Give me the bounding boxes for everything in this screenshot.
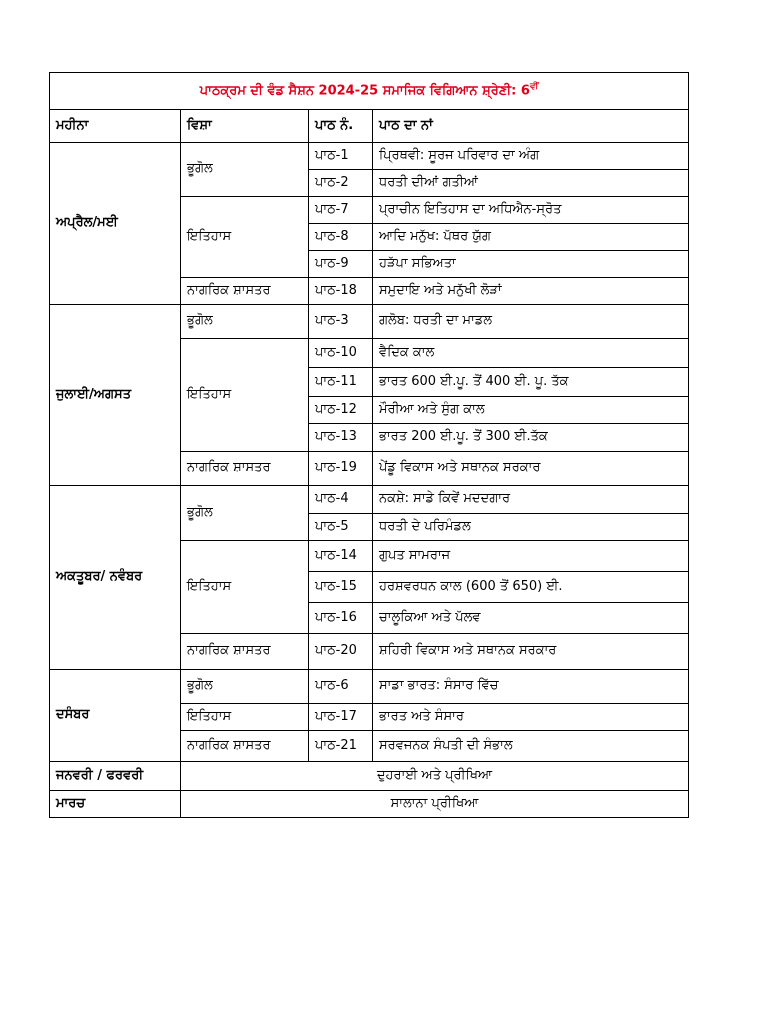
lesson-number: ਪਾਠ-1 — [309, 143, 373, 170]
lesson-name: ਸਰਵਜਨਕ ਸੰਪਤੀ ਦੀ ਸੰਭਾਲ — [373, 731, 689, 762]
header-subject: ਵਿਸ਼ਾ — [181, 110, 309, 143]
lesson-name: ਧਰਤੀ ਦੇ ਪਰਿਮੰਡਲ — [373, 514, 689, 541]
subject-cell: ਨਾਗਰਿਕ ਸ਼ਾਸਤਰ — [181, 452, 309, 486]
lesson-number: ਪਾਠ-18 — [309, 278, 373, 305]
lesson-number: ਪਾਠ-7 — [309, 197, 373, 224]
header-lesson-name: ਪਾਠ ਦਾ ਨਾਂ — [373, 110, 689, 143]
header-lesson-no: ਪਾਠ ਨੰ. — [309, 110, 373, 143]
lesson-name: ਗੁਪਤ ਸਾਮਰਾਜ — [373, 541, 689, 572]
lesson-number: ਪਾਠ-14 — [309, 541, 373, 572]
table-row — [50, 762, 689, 791]
table-row — [50, 670, 689, 704]
lesson-number: ਪਾਠ-3 — [309, 305, 373, 339]
lesson-number: ਪਾਠ-21 — [309, 731, 373, 762]
syllabus-table — [49, 72, 689, 818]
revision-cell: ਦੁਹਰਾਈ ਅਤੇ ਪ੍ਰੀਖਿਆ — [181, 762, 689, 791]
lesson-number: ਪਾਠ-17 — [309, 704, 373, 731]
month-october-november: ਅਕਤੂਬਰ/ ਨਵੰਬਰ — [50, 486, 181, 670]
lesson-number: ਪਾਠ-8 — [309, 224, 373, 251]
lesson-number: ਪਾਠ-11 — [309, 368, 373, 397]
subject-cell: ਨਾਗਰਿਕ ਸ਼ਾਸਤਰ — [181, 278, 309, 305]
lesson-number: ਪਾਠ-13 — [309, 424, 373, 452]
subject-cell: ਇਤਿਹਾਸ — [181, 339, 309, 452]
lesson-name: ਨਕਸ਼ੇ: ਸਾਡੇ ਕਿਵੇਂ ਮਦਦਗਾਰ — [373, 486, 689, 514]
lesson-name: ਪ੍ਰਿਥਵੀ: ਸੂਰਜ ਪਰਿਵਾਰ ਦਾ ਅੰਗ — [373, 143, 689, 170]
subject-cell: ਇਤਿਹਾਸ — [181, 541, 309, 634]
lesson-number: ਪਾਠ-15 — [309, 572, 373, 603]
lesson-number: ਪਾਠ-20 — [309, 634, 373, 670]
lesson-number: ਪਾਠ-2 — [309, 170, 373, 197]
lesson-name: ਚਾਲੂਕਿਆ ਅਤੇ ਪੱਲਵ — [373, 603, 689, 634]
title-superscript: ਵੀਂ — [529, 82, 539, 93]
subject-cell: ਭੂਗੋਲ — [181, 143, 309, 197]
subject-cell: ਇਤਿਹਾਸ — [181, 704, 309, 731]
month-january-february: ਜਨਵਰੀ / ਫਰਵਰੀ — [50, 762, 181, 791]
lesson-name: ਪੇਂਡੂ ਵਿਕਾਸ ਅਤੇ ਸਥਾਨਕ ਸਰਕਾਰ — [373, 452, 689, 486]
title-text: ਪਾਠਕ੍ਰਮ ਦੀ ਵੰਡ ਸੈਸ਼ਨ 2024-25 ਸਮਾਜਿਕ ਵਿਗਿਆਨ ਸ਼੍ਰੇਣੀ: 6 — [199, 83, 530, 99]
subject-cell: ਭੂਗੋਲ — [181, 486, 309, 541]
lesson-name: ਸ਼ਹਿਰੀ ਵਿਕਾਸ ਅਤੇ ਸਥਾਨਕ ਸਰਕਾਰ — [373, 634, 689, 670]
lesson-number: ਪਾਠ-12 — [309, 397, 373, 424]
lesson-number: ਪਾਠ-4 — [309, 486, 373, 514]
lesson-name: ਭਾਰਤ 200 ਈ.ਪੂ. ਤੋਂ 300 ਈ.ਤੱਕ — [373, 424, 689, 452]
lesson-name: ਮੌਰੀਆ ਅਤੇ ਸੁੰਗ ਕਾਲ — [373, 397, 689, 424]
header-month: ਮਹੀਨਾ — [50, 110, 181, 143]
table-row — [50, 486, 689, 514]
lesson-name: ਗਲੋਬ: ਧਰਤੀ ਦਾ ਮਾਡਲ — [373, 305, 689, 339]
subject-cell: ਭੂਗੋਲ — [181, 670, 309, 704]
lesson-number: ਪਾਠ-5 — [309, 514, 373, 541]
lesson-name: ਹਰਸ਼ਵਰਧਨ ਕਾਲ (600 ਤੋਂ 650) ਈ. — [373, 572, 689, 603]
lesson-number: ਪਾਠ-6 — [309, 670, 373, 704]
subject-cell: ਨਾਗਰਿਕ ਸ਼ਾਸਤਰ — [181, 731, 309, 762]
lesson-name: ਹੜੱਪਾ ਸਭਿਅਤਾ — [373, 251, 689, 278]
lesson-name: ਆਦਿ ਮਨੁੱਖ: ਪੱਥਰ ਯੁੱਗ — [373, 224, 689, 251]
lesson-name: ਵੈਦਿਕ ਕਾਲ — [373, 339, 689, 368]
table-row — [50, 143, 689, 170]
month-december: ਦਸੰਬਰ — [50, 670, 181, 762]
document-title — [50, 73, 689, 110]
lesson-name: ਭਾਰਤ 600 ਈ.ਪੂ. ਤੋਂ 400 ਈ. ਪੂ. ਤੱਕ — [373, 368, 689, 397]
lesson-name: ਸਮੁਦਾਇ ਅਤੇ ਮਨੁੱਖੀ ਲੋੜਾਂ — [373, 278, 689, 305]
lesson-number: ਪਾਠ-10 — [309, 339, 373, 368]
lesson-number: ਪਾਠ-9 — [309, 251, 373, 278]
table-row — [50, 791, 689, 818]
lesson-name: ਧਰਤੀ ਦੀਆਂ ਗਤੀਆਂ — [373, 170, 689, 197]
lesson-number: ਪਾਠ-16 — [309, 603, 373, 634]
month-march: ਮਾਰਚ — [50, 791, 181, 818]
month-april-may: ਅਪ੍ਰੈਲ/ਮਈ — [50, 143, 181, 305]
lesson-name: ਸਾਡਾ ਭਾਰਤ: ਸੰਸਾਰ ਵਿੱਚ — [373, 670, 689, 704]
header-row — [50, 110, 689, 143]
table-row — [50, 305, 689, 339]
lesson-name: ਪ੍ਰਾਚੀਨ ਇਤਿਹਾਸ ਦਾ ਅਧਿਐਨ-ਸ੍ਰੋਤ — [373, 197, 689, 224]
month-july-august: ਜੁਲਾਈ/ਅਗਸਤ — [50, 305, 181, 486]
subject-cell: ਨਾਗਰਿਕ ਸ਼ਾਸਤਰ — [181, 634, 309, 670]
subject-cell: ਭੂਗੋਲ — [181, 305, 309, 339]
annual-exam-cell: ਸਾਲਾਨਾ ਪ੍ਰੀਖਿਆ — [181, 791, 689, 818]
subject-cell: ਇਤਿਹਾਸ — [181, 197, 309, 278]
lesson-number: ਪਾਠ-19 — [309, 452, 373, 486]
lesson-name: ਭਾਰਤ ਅਤੇ ਸੰਸਾਰ — [373, 704, 689, 731]
